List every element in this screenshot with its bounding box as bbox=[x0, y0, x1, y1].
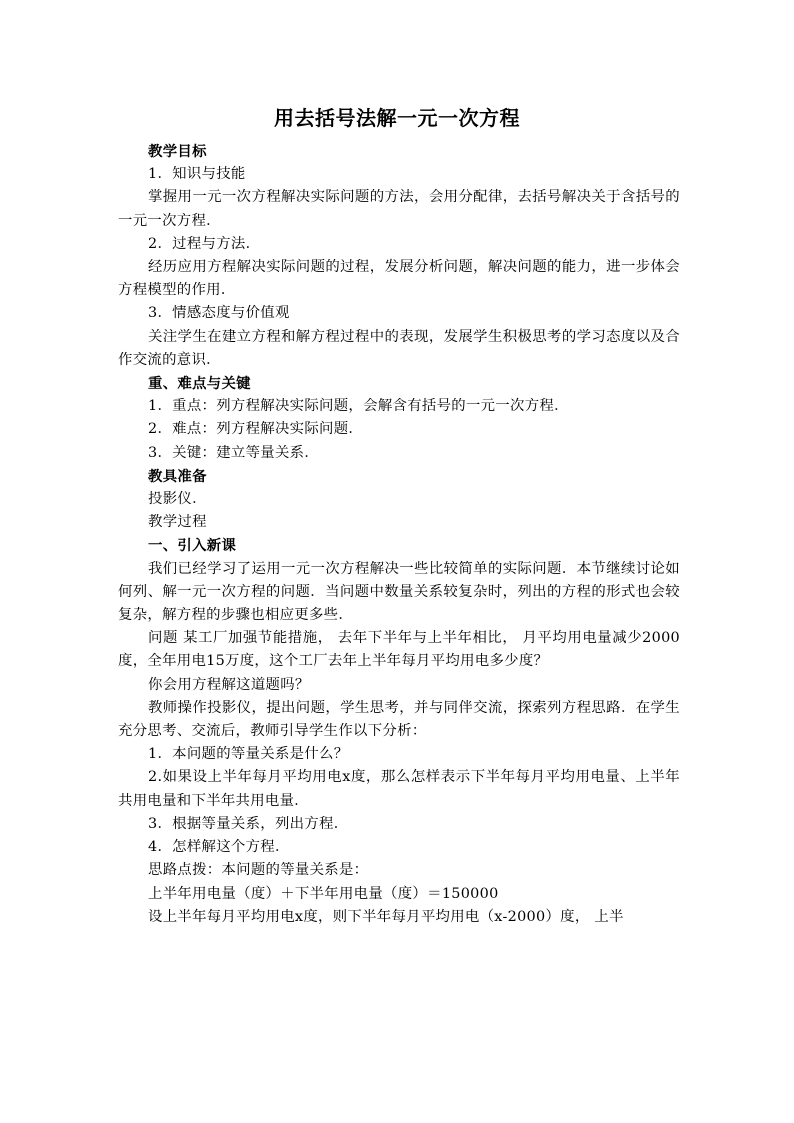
paragraph: 2．过程与方法． bbox=[148, 235, 261, 252]
paragraph: 设上半年每月平均用电x度，则下半年每月平均用电（x-2000）度， 上半 bbox=[148, 908, 624, 925]
paragraph: 2．难点：列方程解决实际问题． bbox=[148, 421, 364, 438]
section-heading: 重、难点与关键 bbox=[148, 375, 251, 393]
paragraph: 2.如果设上半年每月平均用电x度，那么怎样表示下半年每月平均用电量、上半年共用电量和下半年共用电量． bbox=[118, 769, 680, 809]
paragraph: 4．怎样解这个方程． bbox=[148, 839, 290, 856]
paragraph: 3．关键：建立等量关系． bbox=[148, 444, 320, 461]
section-heading: 教学目标 bbox=[148, 143, 207, 160]
paragraph: 教师操作投影仪，提出问题，学生思考，并与同伴交流，探索列方程思路．在学生充分思考、交流后，教师引导学生作以下分析： bbox=[118, 699, 680, 740]
paragraph: 经历应用方程解决实际问题的过程，发展分析问题，解决问题的能力，进一步体会方程模型的作用． bbox=[118, 259, 680, 299]
paragraph: 1．重点：列方程解决实际问题，会解含有括号的一元一次方程． bbox=[148, 398, 569, 415]
paragraph: 1．本问题的等量关系是什么？ bbox=[148, 746, 349, 763]
paragraph: 1．知识与技能 bbox=[148, 166, 246, 183]
section-heading: 一、引入新课 bbox=[148, 537, 237, 555]
paragraph: 掌握用一元一次方程解决实际问题的方法，会用分配律，去括号解决关于含括号的一元一次方程． bbox=[118, 189, 680, 229]
section-heading: 教具准备 bbox=[148, 467, 207, 485]
paragraph: 3．根据等量关系，列出方程． bbox=[148, 815, 349, 832]
paragraph: 我们已经学习了运用一元一次方程解决一些比较简单的实际问题．本节继续讨论如何列、解一元一次方程的问题．当问题中数量关系较复杂时，列出的方程的形式也会较复杂，解方程的步骤也相应更多些． bbox=[118, 560, 680, 624]
paragraph: 上半年用电量（度）＋下半年用电量（度）＝150000 bbox=[148, 885, 499, 902]
paragraph: 关注学生在建立方程和解方程过程中的表现，发展学生积极思考的学习态度以及合作交流的意识． bbox=[118, 328, 680, 368]
paragraph: 投影仪． bbox=[148, 491, 207, 508]
paragraph: 你会用方程解这道题吗？ bbox=[148, 676, 310, 693]
paragraph: 思路点拨：本问题的等量关系是： bbox=[148, 862, 369, 879]
document-title: 用去括号法解一元一次方程 bbox=[274, 106, 520, 130]
paragraph: 3．情感态度与价值观 bbox=[148, 305, 290, 322]
paragraph: 问题 某工厂加强节能措施， 去年下半年与上半年相比， 月平均用电量减少2000度，全年用电15万度，这个工厂去年上半年每月平均用电多少度？ bbox=[118, 630, 680, 670]
paragraph: 教学过程 bbox=[148, 514, 207, 531]
document-body bbox=[118, 140, 680, 929]
